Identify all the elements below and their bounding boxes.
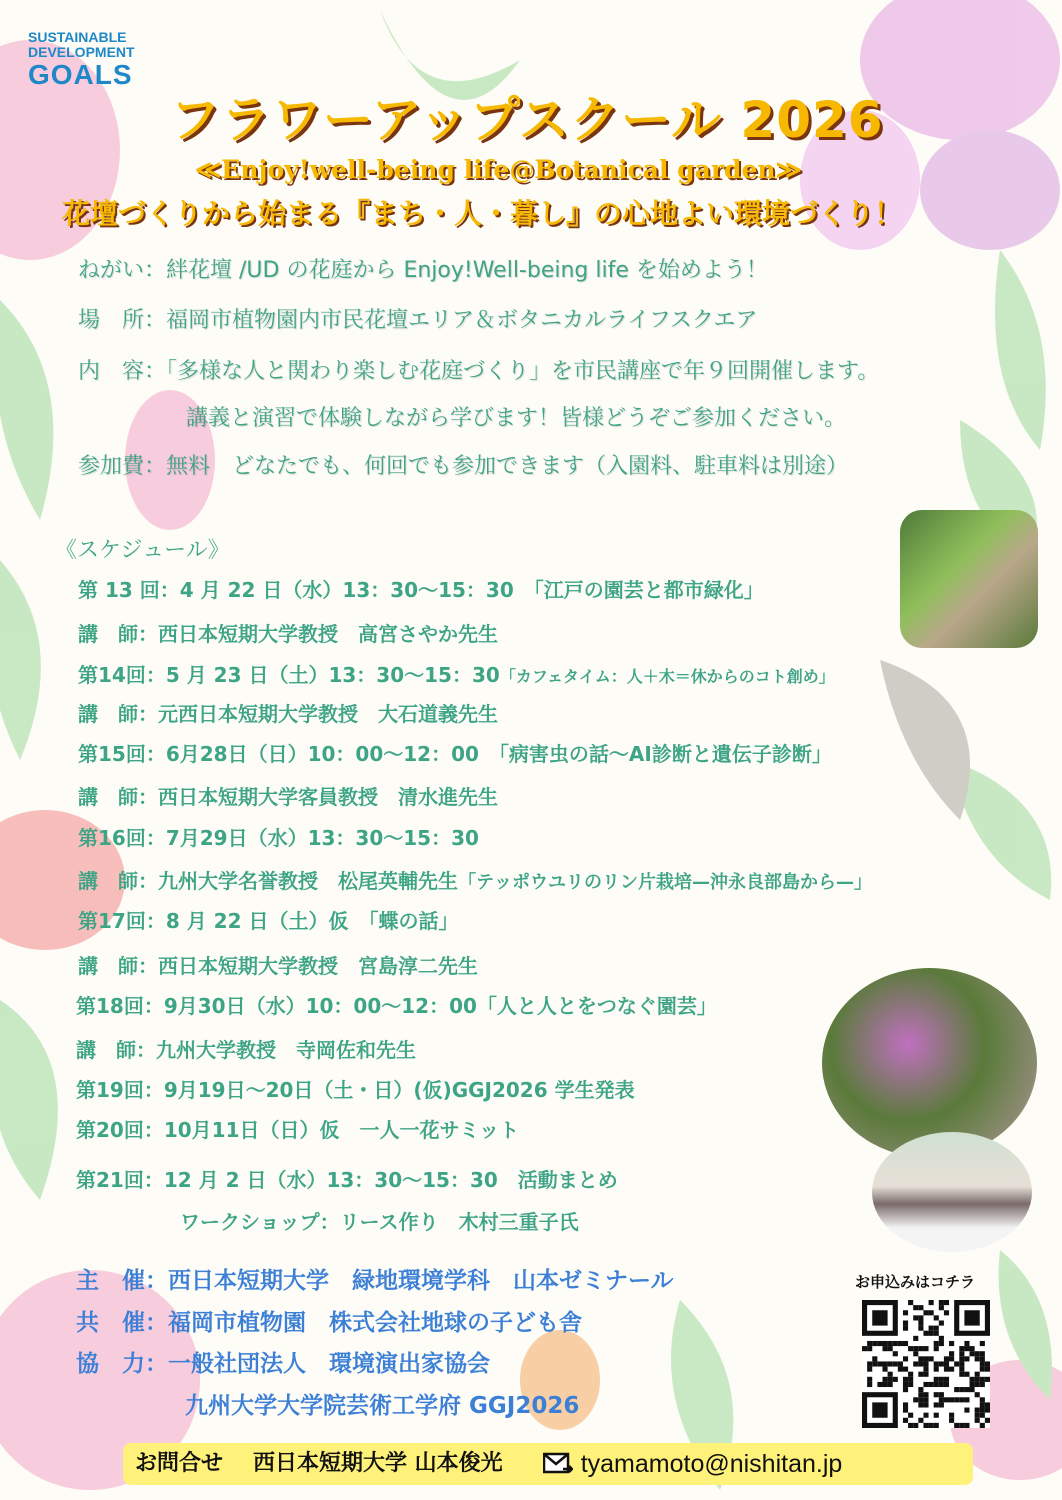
catchphrase: 花壇づくりから始まる『まち・人・暮し』の心地よい環境づくり！: [62, 197, 903, 230]
garden-photo-1: [900, 510, 1038, 648]
schedule-row: 第20回：10月11日（日）仮 一人一花サミット: [76, 1118, 520, 1142]
garden-photo-2: [822, 968, 1037, 1158]
info-fee: 参加費：無料 どなたでも、何回でも参加できます（入園料、駐車料は別途）: [78, 454, 849, 479]
logo-line1: SUSTAINABLE: [28, 29, 127, 45]
schedule-row: ワークショップ：リース作り 木村三重子氏: [180, 1210, 579, 1234]
schedule-row: 第21回：12 月 2 日（水）13：30〜15：30 活動まとめ: [76, 1168, 618, 1192]
schedule-row: 講 師：西日本短期大学客員教授 清水進先生: [78, 785, 498, 809]
schedule-row: 第19回：9月19日〜20日（土・日）(仮)GGJ2026 学生発表: [76, 1078, 635, 1102]
schedule-row: 講 師：西日本短期大学教授 宮島淳二先生: [78, 954, 478, 978]
schedule-row: 第 13 回：4 月 22 日（水）13：30〜15：30 「江戸の園芸と都市緑化」: [78, 578, 764, 602]
schedule-heading: 《スケジュール》: [55, 538, 230, 563]
logo-line2: DEVELOPMENT: [28, 44, 135, 60]
organizer-cohost: 共 催：福岡市植物園 株式会社地球の子ども舎: [76, 1310, 582, 1336]
schedule-row: 第17回：8 月 22 日（土）仮 「蝶の話」: [78, 909, 459, 933]
sdgs-logo: [28, 30, 135, 90]
organizer-support: 協 力：一般社団法人 環境演出家協会: [76, 1351, 490, 1377]
page-title: フラワーアップスクール 2026: [170, 91, 884, 149]
info-wish: ねがい：絆花壇 /UD の花庭から Enjoy!Well-being life を始めよう！: [78, 258, 768, 283]
contact-label: お問合せ: [135, 1451, 224, 1476]
organizer-host: 主 催：西日本短期大学 緑地環境学科 山本ゼミナール: [76, 1268, 674, 1294]
schedule-row: 第16回：7月29日（水）13：30〜15：30: [78, 826, 479, 850]
info-content: 内 容：「多様な人と関わり楽しむ花庭づくり」を市民講座で年９回開催します。: [78, 359, 880, 384]
mail-icon: [543, 1451, 573, 1477]
organizer-support-2: 九州大学大学院芸術工学府 GGJ2026: [185, 1393, 580, 1419]
group-photo: [872, 1132, 1032, 1252]
schedule-row: 講 師：元西日本短期大学教授 大石道義先生: [78, 702, 498, 726]
subtitle: ≪Enjoy!well-being life@Botanical garden≫: [195, 155, 802, 184]
schedule-row: 講 師：九州大学教授 寺岡佐和先生: [76, 1038, 416, 1062]
contact-email[interactable]: tyamamoto@nishitan.jp: [580, 1450, 843, 1478]
contact-bar: [123, 1443, 973, 1485]
info-content-2: 講義と演習で体験しながら学びます！皆様どうぞご参加ください。: [186, 406, 847, 431]
schedule-row: 第14回：5 月 23 日（土）13：30〜15：30「カフェタイム：人＋木＝休からのコト創め」: [78, 663, 835, 687]
logo-goals: GOALS: [28, 59, 133, 90]
info-place: 場 所：福岡市植物園内市民花壇エリア＆ボタニカルライフスクエア: [78, 308, 758, 333]
qr-label: お申込みはコチラ: [855, 1273, 976, 1291]
contact-org: 西日本短期大学 山本俊光: [253, 1451, 503, 1476]
schedule-row: 第15回：6月28日（日）10：00〜12：00 「病害虫の話〜AI診断と遺伝子診断」: [78, 742, 832, 766]
schedule-row: 第18回：9月30日（水）10：00〜12：00「人と人とをつなぐ園芸」: [76, 994, 717, 1018]
schedule-row: 講 師：九州大学名誉教授 松尾英輔先生「テッポウユリのリン片栽培—沖永良部島から—」: [78, 869, 872, 893]
qr-code[interactable]: [862, 1300, 990, 1428]
schedule-row: 講 師：西日本短期大学教授 高宮さやか先生: [78, 622, 498, 646]
